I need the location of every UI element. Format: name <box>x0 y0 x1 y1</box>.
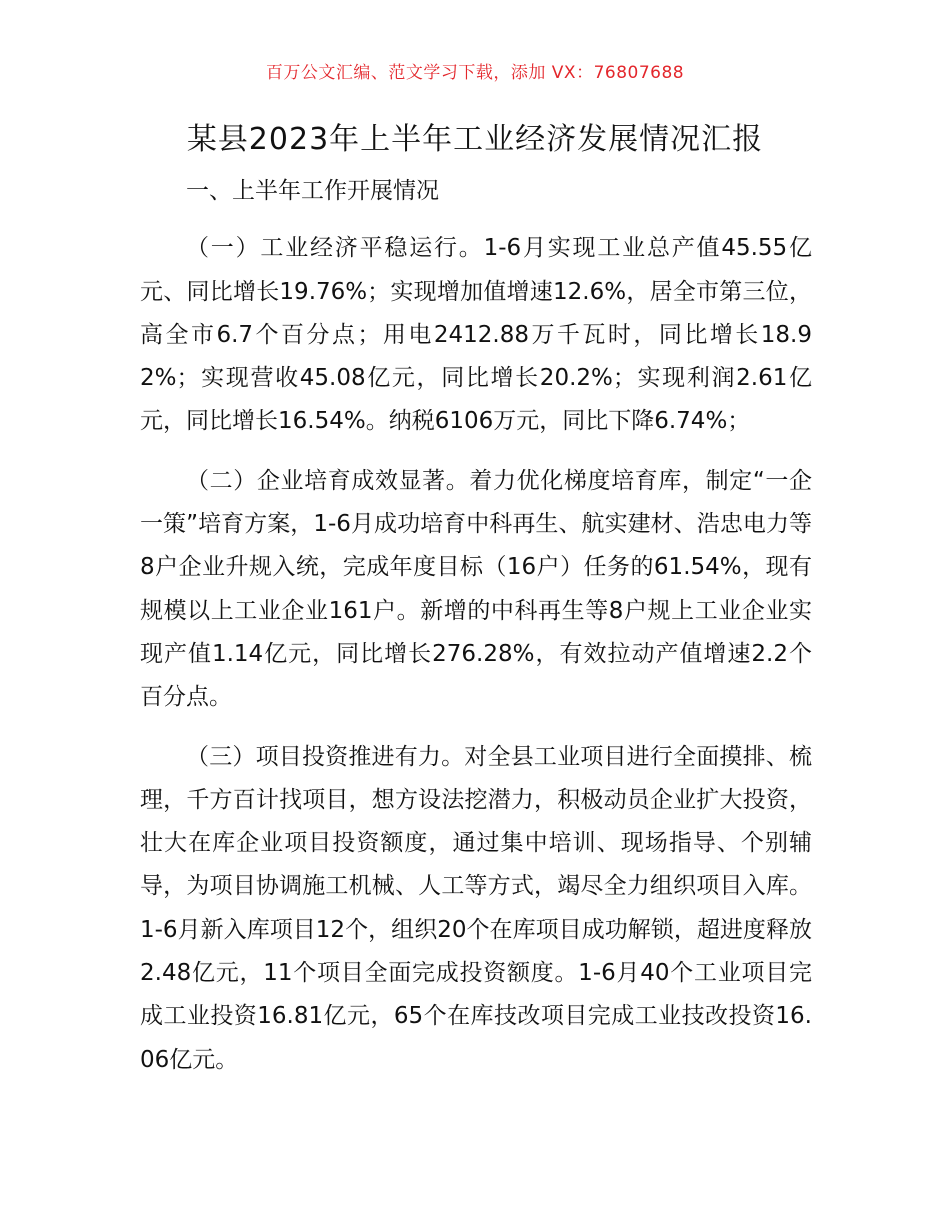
watermark-banner: 百万公文汇编、范文学习下载，添加 VX：76807688 <box>265 63 685 83</box>
section-heading: 一、上半年工作开展情况 <box>186 178 439 204</box>
paragraph-industrial-economy: （一）工业经济平稳运行。1-6月实现工业总产值45.55亿元、同比增长19.76%；实现增加值增速12.6%，居全市第三位，高全市6.7个百分点；用电2412.88万千瓦时，同比增长18.92%；实现营收45.08亿元，同比增长20.2%；实现利润2.61亿元，同比增长16.54%。纳税6106万元，同比下降6.74%； <box>140 235 812 435</box>
paragraph-enterprise-cultivation: （二）企业培育成效显著。着力优化梯度培育库，制定“一企一策”培育方案，1-6月成功培育中科再生、航实建材、浩忠电力等8户企业升规入统，完成年度目标（16户）任务的61.54%，现有规模以上工业企业161户。新增的中科再生等8户规上工业企业实现产值1.14亿元，同比增长276.28%，有效拉动产值增速2.2个百分点。 <box>140 467 812 711</box>
document-body <box>140 170 812 1098</box>
document-title: 某县2023年上半年工业经济发展情况汇报 <box>186 122 764 157</box>
paragraph-project-investment: （三）项目投资推进有力。对全县工业项目进行全面摸排、梳理，千方百计找项目，想方设法挖潜力，积极动员企业扩大投资，壮大在库企业项目投资额度，通过集中培训、现场指导、个别辅导，为项目协调施工机械、人工等方式，竭尽全力组织项目入库。1-6月新入库项目12个，组织20个在库项目成功解锁，超进度释放2.48亿元，11个项目全面完成投资额度。1-6月40个工业项目完成工业投资16.81亿元，65个在库技改项目完成工业技改投资16.06亿元。 <box>140 743 812 1073</box>
